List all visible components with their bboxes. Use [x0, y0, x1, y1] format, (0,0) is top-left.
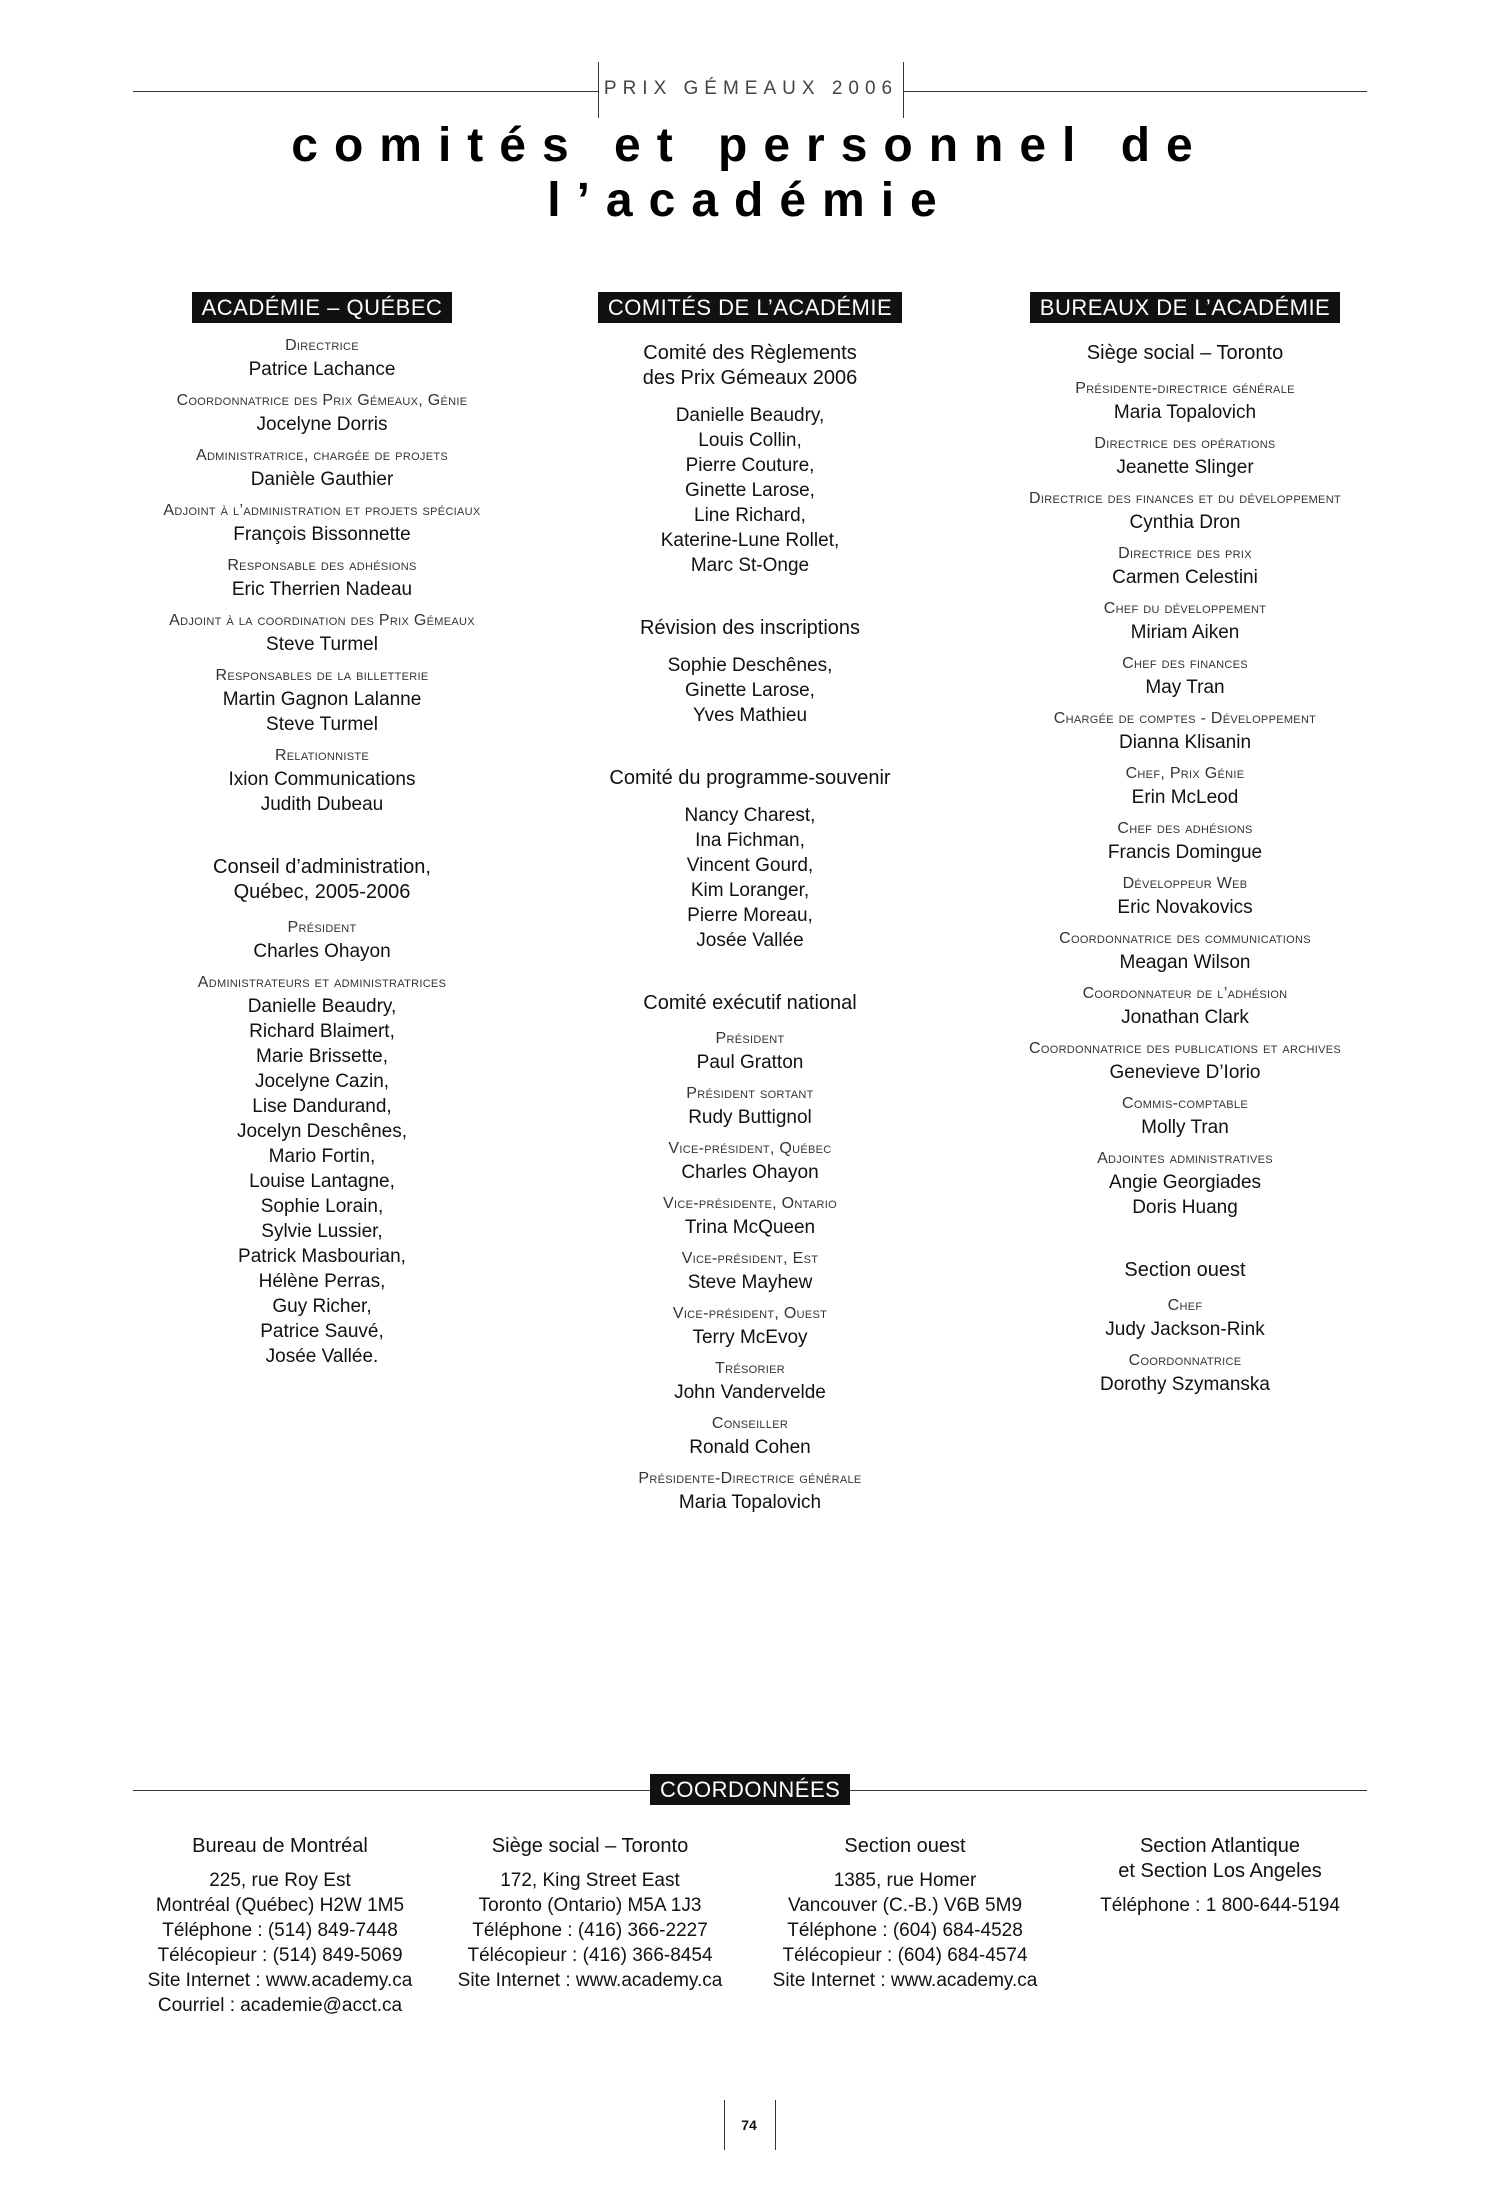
- office-title: [1050, 1834, 1390, 1884]
- role-label: Vice-présidente, Ontario: [663, 1195, 837, 1212]
- souvenir-title: Comité du programme-souvenir: [609, 767, 891, 789]
- role-label: Directrice des opérations: [1094, 435, 1276, 452]
- person-name: Sophie Deschênes,: [667, 655, 833, 676]
- role-label: Présidente-Directrice générale: [638, 1470, 862, 1487]
- person-name: Nancy Charest,: [684, 805, 816, 826]
- person-name: Carmen Celestini: [1112, 567, 1258, 588]
- person-name: Steve Turmel: [266, 714, 378, 735]
- staff-entry: [975, 1038, 1395, 1085]
- staff-entry: [127, 500, 517, 547]
- role-label: Coordonnatrice des communications: [1059, 930, 1311, 947]
- revision-list: [560, 653, 940, 728]
- staff-entry: [975, 653, 1395, 700]
- role-label: Conseiller: [711, 1415, 789, 1432]
- person-name: Marc St-Onge: [690, 555, 810, 576]
- office-title: [110, 1834, 450, 1859]
- role-label: Adjointes administratives: [1097, 1150, 1273, 1167]
- person-name: Dianna Klisanin: [1118, 732, 1252, 753]
- person-name: Terry McEvoy: [692, 1327, 808, 1348]
- role-label: Chargée de comptes - Développement: [1053, 710, 1317, 727]
- person-name: Dorothy Szymanska: [1099, 1374, 1270, 1395]
- staff-entry: [975, 928, 1395, 975]
- office-title: [420, 1834, 760, 1859]
- staff-entry: [560, 1248, 940, 1295]
- person-name: Judith Dubeau: [260, 794, 384, 815]
- person-name: Rudy Buttignol: [688, 1107, 812, 1128]
- office-title-line: Siège social – Toronto: [491, 1835, 689, 1857]
- staff-entry: [975, 763, 1395, 810]
- person-name: Molly Tran: [1141, 1117, 1229, 1138]
- person-name: Patrice Sauvé,: [260, 1321, 384, 1342]
- office-line: 1385, rue Homer: [833, 1870, 977, 1891]
- person-name: May Tran: [1145, 677, 1225, 698]
- person-name: John Vandervelde: [674, 1382, 826, 1403]
- role-label: Administratrice, chargée de projets: [195, 447, 449, 464]
- column-bureaux: [975, 292, 1395, 1397]
- header-kicker: PRIX GÉMEAUX 2006: [603, 78, 899, 99]
- board-title-line: Conseil d’administration,: [213, 856, 431, 878]
- office-montreal: [110, 1834, 450, 2018]
- role-label: Coordonnatrice: [1128, 1352, 1242, 1369]
- role-label: Responsables de la billetterie: [215, 667, 429, 684]
- staff-entry: [975, 1350, 1395, 1397]
- reglements-title-line: des Prix Gémeaux 2006: [642, 367, 858, 389]
- staff-entry: [975, 488, 1395, 535]
- person-name: Lise Dandurand,: [252, 1096, 392, 1117]
- board-title-line: Québec, 2005-2006: [233, 881, 411, 903]
- role-label: Coordonnatrice des publications et archives: [1029, 1040, 1341, 1057]
- staff-entry: [127, 555, 517, 602]
- person-name: Line Richard,: [694, 505, 806, 526]
- role-label: Adjoint à l’administration et projets spéciaux: [163, 502, 481, 519]
- person-name: Ronald Cohen: [689, 1437, 811, 1458]
- office-line: Télécopieur : (604) 684-4574: [782, 1945, 1028, 1966]
- page-title: comités et personnel de l’académie: [291, 119, 1209, 227]
- person-name: Ginette Larose,: [685, 480, 815, 501]
- office-line: Téléphone : (514) 849-7448: [162, 1920, 398, 1941]
- column-heading: ACADÉMIE – QUÉBEC: [192, 292, 453, 323]
- staff-entry: [975, 1148, 1395, 1220]
- person-name: Danielle Beaudry,: [247, 996, 397, 1017]
- staff-entry: [127, 917, 517, 964]
- toronto-staff-list: [975, 378, 1395, 1220]
- person-name: Patrice Lachance: [248, 359, 396, 380]
- header-rule-right: [904, 91, 1367, 92]
- role-label: Présidente-directrice générale: [1075, 380, 1295, 397]
- role-label: Vice-président, Ouest: [672, 1305, 828, 1322]
- office-title: [735, 1834, 1075, 1859]
- staff-entry: [975, 433, 1395, 480]
- person-name: Steve Turmel: [266, 634, 378, 655]
- souvenir-list: [560, 803, 940, 953]
- role-label: Développeur Web: [1122, 875, 1248, 892]
- staff-entry: [975, 708, 1395, 755]
- staff-entry: [127, 972, 517, 1369]
- person-name: Jocelyne Cazin,: [254, 1071, 390, 1092]
- executif-list: [560, 1028, 940, 1515]
- office-title-line: et Section Los Angeles: [1118, 1860, 1322, 1882]
- office-line: Téléphone : 1 800-644-5194: [1100, 1895, 1340, 1916]
- role-label: Responsable des adhésions: [227, 557, 417, 574]
- person-name: Charles Ohayon: [681, 1162, 819, 1183]
- person-name: Charles Ohayon: [253, 941, 391, 962]
- staff-entry: [127, 335, 517, 382]
- person-name: Josée Vallée: [696, 930, 804, 951]
- role-label: Directrice des prix: [1118, 545, 1252, 562]
- role-label: Président sortant: [686, 1085, 814, 1102]
- person-name: Patrick Masbourian,: [238, 1246, 406, 1267]
- person-name: Pierre Moreau,: [687, 905, 813, 926]
- staff-entry: [560, 1358, 940, 1405]
- person-name: Jeanette Slinger: [1116, 457, 1254, 478]
- role-label: Président: [287, 919, 357, 936]
- person-name: Mario Fortin,: [268, 1146, 376, 1167]
- staff-entry: [127, 665, 517, 737]
- staff-entry: [560, 1303, 940, 1350]
- staff-entry: [975, 873, 1395, 920]
- person-name: Josée Vallée.: [265, 1346, 379, 1367]
- office-line: Télécopieur : (416) 366-8454: [467, 1945, 713, 1966]
- role-label: Directrice: [285, 337, 359, 354]
- staff-entry: [560, 1028, 940, 1075]
- role-label: Chef des finances: [1122, 655, 1248, 672]
- staff-entry: [975, 378, 1395, 425]
- role-label: Commis-comptable: [1122, 1095, 1248, 1112]
- office-title-line: Bureau de Montréal: [192, 1835, 368, 1857]
- staff-entry: [560, 1468, 940, 1515]
- footer-heading-label: COORDONNÉES: [650, 1774, 850, 1805]
- staff-list: [127, 335, 517, 817]
- person-name: Jocelyn Deschênes,: [236, 1121, 408, 1142]
- staff-entry: [975, 543, 1395, 590]
- reglements-title-line: Comité des Règlements: [643, 342, 857, 364]
- staff-entry: [975, 1295, 1395, 1342]
- column-comites: [560, 292, 940, 1515]
- person-name: Angie Georgiades: [1108, 1172, 1262, 1193]
- office-line: Toronto (Ontario) M5A 1J3: [478, 1895, 702, 1916]
- role-label: Relationniste: [274, 747, 370, 764]
- person-name: Francis Domingue: [1107, 842, 1263, 863]
- ouest-title: Section ouest: [1124, 1259, 1246, 1281]
- staff-entry: [560, 1083, 940, 1130]
- role-label: Coordonnatrice des Prix Gémeaux, Génie: [176, 392, 468, 409]
- reglements-title: [560, 341, 940, 391]
- reglements-list: [560, 403, 940, 578]
- office-line: Site Internet : www.academy.ca: [457, 1970, 723, 1991]
- office-atlantique: [1050, 1834, 1390, 1918]
- person-name: Jonathan Clark: [1121, 1007, 1249, 1028]
- person-name: Vincent Gourd,: [686, 855, 814, 876]
- person-name: Paul Gratton: [696, 1052, 804, 1073]
- person-name: Louise Lantagne,: [249, 1171, 395, 1192]
- person-name: Katerine-Lune Rollet,: [660, 530, 840, 551]
- staff-entry: [975, 1093, 1395, 1140]
- page-number: 74: [741, 2117, 757, 2133]
- office-line: Courriel : academie@acct.ca: [157, 1995, 403, 2016]
- office-title-line: Section Atlantique: [1139, 1835, 1301, 1857]
- staff-entry: [975, 818, 1395, 865]
- person-name: Eric Therrien Nadeau: [231, 579, 413, 600]
- person-name: Marie Brissette,: [256, 1046, 388, 1067]
- revision-title: Révision des inscriptions: [639, 617, 861, 639]
- staff-entry: [127, 445, 517, 492]
- staff-entry: [975, 598, 1395, 645]
- column-heading: BUREAUX DE L’ACADÉMIE: [1030, 292, 1340, 323]
- role-label: Chef du développement: [1103, 600, 1267, 617]
- person-name: François Bissonnette: [233, 524, 411, 545]
- role-label: Coordonnateur de l’adhésion: [1082, 985, 1288, 1002]
- person-name: Erin McLeod: [1131, 787, 1239, 808]
- column-heading: COMITÉS DE L’ACADÉMIE: [598, 292, 902, 323]
- board-list: [127, 917, 517, 1369]
- column-academie-quebec: [127, 292, 517, 1369]
- person-name: Ina Fichman,: [695, 830, 805, 851]
- office-title-line: Section ouest: [844, 1835, 966, 1857]
- person-name: Sophie Lorain,: [260, 1196, 384, 1217]
- office-line: 172, King Street East: [500, 1870, 680, 1891]
- staff-entry: [127, 390, 517, 437]
- staff-entry: [560, 1138, 940, 1185]
- person-name: Eric Novakovics: [1117, 897, 1253, 918]
- person-name: Ixion Communications: [228, 769, 416, 790]
- role-label: Administrateurs et administratrices: [197, 974, 447, 991]
- ouest-staff-list: [975, 1295, 1395, 1397]
- person-name: Cynthia Dron: [1129, 512, 1241, 533]
- office-line: Site Internet : www.academy.ca: [147, 1970, 413, 1991]
- person-name: Danielle Beaudry,: [675, 405, 825, 426]
- role-label: Chef: [1167, 1297, 1203, 1314]
- person-name: Sylvie Lussier,: [261, 1221, 383, 1242]
- office-line: Télécopieur : (514) 849-5069: [157, 1945, 403, 1966]
- office-ouest: [735, 1834, 1075, 1993]
- person-name: Richard Blaimert,: [249, 1021, 395, 1042]
- person-name: Steve Mayhew: [687, 1272, 813, 1293]
- person-name: Trina McQueen: [684, 1217, 816, 1238]
- person-name: Martin Gagnon Lalanne: [222, 689, 422, 710]
- office-line: Téléphone : (604) 684-4528: [787, 1920, 1023, 1941]
- person-name: Judy Jackson-Rink: [1105, 1319, 1265, 1340]
- header-rule-left: [133, 91, 598, 92]
- person-name: Louis Collin,: [698, 430, 802, 451]
- person-name: Yves Mathieu: [692, 705, 808, 726]
- office-line: Montréal (Québec) H2W 1M5: [155, 1895, 405, 1916]
- office-toronto: [420, 1834, 760, 1993]
- role-label: Vice-président, Est: [681, 1250, 819, 1267]
- role-label: Chef des adhésions: [1117, 820, 1253, 837]
- office-line: Vancouver (C.-B.) V6B 5M9: [787, 1895, 1023, 1916]
- person-name: Danièle Gauthier: [250, 469, 394, 490]
- staff-entry: [975, 983, 1395, 1030]
- role-label: Trésorier: [715, 1360, 785, 1377]
- toronto-title: Siège social – Toronto: [1086, 342, 1284, 364]
- role-label: Vice-président, Québec: [668, 1140, 832, 1157]
- staff-entry: [560, 1193, 940, 1240]
- person-name: Ginette Larose,: [685, 680, 815, 701]
- office-line: 225, rue Roy Est: [209, 1870, 351, 1891]
- office-line: Téléphone : (416) 366-2227: [472, 1920, 708, 1941]
- person-name: Pierre Couture,: [685, 455, 815, 476]
- footer-heading: [650, 1774, 850, 1805]
- person-name: Maria Topalovich: [678, 1492, 822, 1513]
- person-name: Jocelyne Dorris: [256, 414, 388, 435]
- staff-entry: [560, 1413, 940, 1460]
- staff-entry: [127, 745, 517, 817]
- person-name: Maria Topalovich: [1113, 402, 1257, 423]
- role-label: Directrice des finances et du développement: [1029, 490, 1341, 507]
- person-name: Guy Richer,: [272, 1296, 372, 1317]
- person-name: Miriam Aiken: [1130, 622, 1240, 643]
- board-title: [127, 855, 517, 905]
- staff-entry: [127, 610, 517, 657]
- person-name: Doris Huang: [1132, 1197, 1238, 1218]
- person-name: Hélène Perras,: [258, 1271, 386, 1292]
- office-line: Site Internet : www.academy.ca: [772, 1970, 1038, 1991]
- person-name: Genevieve D’Iorio: [1109, 1062, 1261, 1083]
- person-name: Meagan Wilson: [1119, 952, 1251, 973]
- role-label: Chef, Prix Génie: [1125, 765, 1245, 782]
- role-label: Président: [715, 1030, 785, 1047]
- person-name: Kim Loranger,: [690, 880, 810, 901]
- role-label: Adjoint à la coordination des Prix Gémeaux: [169, 612, 475, 629]
- executif-title: Comité exécutif national: [643, 992, 857, 1014]
